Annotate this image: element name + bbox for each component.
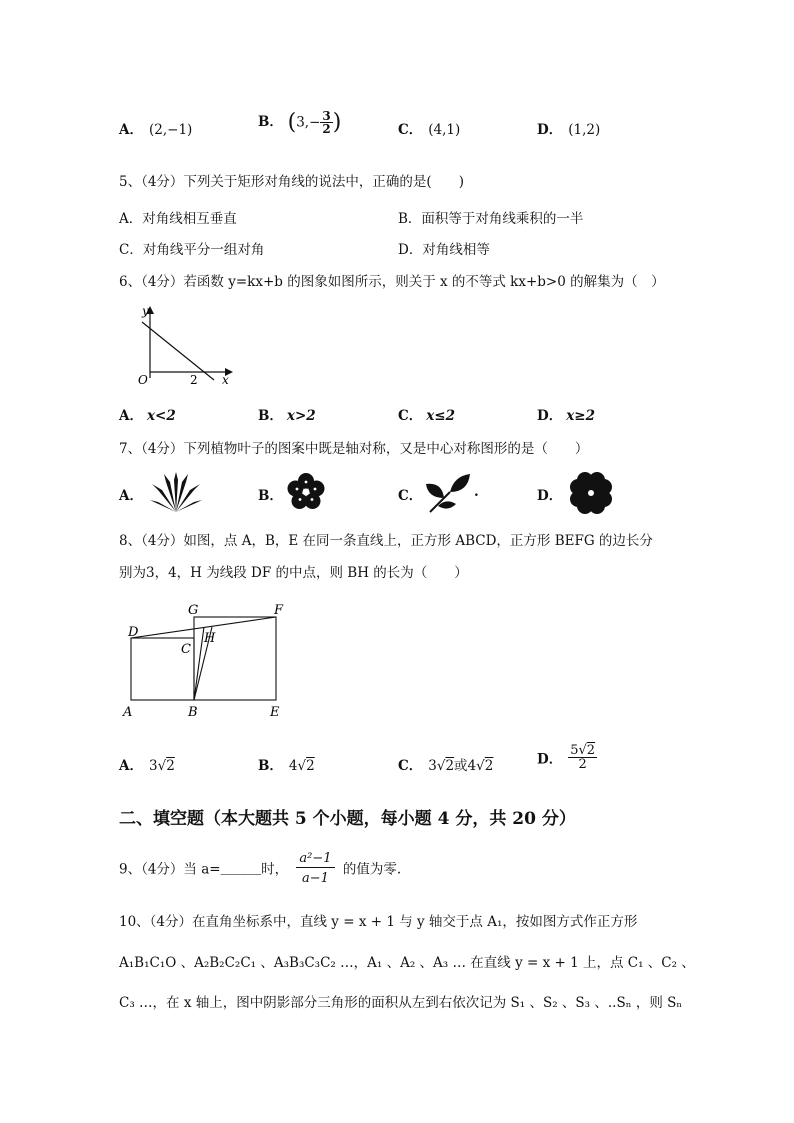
q7-stem: 7、（4分）下列植物叶子的图案中既是轴对称，又是中心对称图形的是（ ） xyxy=(119,441,589,457)
q8-option-a[interactable]: A． 3√2 xyxy=(119,758,175,774)
q9-stem: 9、（4分）当 a=______时， $\frac{\text{a²−1}}{a-1}$ 的值为零. xyxy=(119,851,402,886)
q8-stem-line1: 8、（4分）如图，点 A，B，E 在同一条直线上，正方形 ABCD，正方形 BEFG 的边长分 xyxy=(119,533,653,549)
label-c: C xyxy=(181,642,191,657)
q5-stem: 5、（4分）下列关于矩形对角线的说法中，正确的是( ) xyxy=(119,174,464,190)
q6-line-graph xyxy=(130,298,240,390)
q9-fraction: $\frac{\text{a²−1}}{a-1}$ xyxy=(296,850,334,885)
q5-option-a[interactable]: A．对角线相互垂直 xyxy=(119,211,237,227)
palm-leaf-icon xyxy=(150,470,202,514)
label-d: D xyxy=(128,625,139,640)
q6-option-d[interactable]: D． x≥2 xyxy=(537,408,595,424)
q7-option-d[interactable]: D． xyxy=(537,488,563,504)
q6-option-c[interactable]: C． x≤2 xyxy=(398,408,456,424)
q5-option-c[interactable]: C．对角线平分一组对角 xyxy=(119,242,265,258)
q8-stem-line2: 别为3，4，H 为线段 DF 的中点，则 BH 的长为（ ） xyxy=(119,565,468,581)
q8-option-d[interactable]: D． $\frac{5√2}{2}$ xyxy=(537,743,596,772)
label-f: F xyxy=(274,603,284,618)
q4-option-b[interactable]: B． (3,− $\frac{3}{2}$ ) xyxy=(258,109,342,136)
q7-option-a[interactable]: A． xyxy=(119,488,143,504)
q8-option-c[interactable]: C． 3√2或4√2 xyxy=(398,758,494,774)
q10-line1: 10、（4分）在直角坐标系中，直线 y = x + 1 与 y 轴交于点 A₁，按如图方式作正方形 xyxy=(119,914,638,930)
q4-option-a[interactable]: A． (2,−1) xyxy=(119,122,193,138)
q8-option-b[interactable]: B． 4√2 xyxy=(258,758,315,774)
label-g: G xyxy=(188,603,199,618)
section-2-title: 二、填空题（本大题共 5 个小题，每小题 4 分，共 20 分） xyxy=(119,809,576,829)
q5-option-b[interactable]: B．面积等于对角线乘积的一半 xyxy=(398,211,584,227)
q8-d-fraction: $\frac{5√2}{2}$ xyxy=(570,743,596,772)
q7-option-c[interactable]: C． xyxy=(398,488,423,504)
four-heart-petal-flower-icon xyxy=(566,470,616,516)
q7-option-c-dot: . xyxy=(474,484,479,500)
square-befg xyxy=(194,617,276,700)
q5-option-d[interactable]: D．对角线相等 xyxy=(398,242,490,258)
q4-option-d[interactable]: D． (1,2) xyxy=(537,122,601,138)
label-b: B xyxy=(188,705,198,720)
q4-option-c[interactable]: C． (4,1) xyxy=(398,122,461,138)
q9-blank[interactable]: ______ xyxy=(220,859,262,876)
label-e: E xyxy=(270,705,280,720)
q8-squares-figure xyxy=(118,600,298,722)
five-petal-flower-icon xyxy=(286,472,326,512)
q7-option-b[interactable]: B． xyxy=(258,488,283,504)
function-line xyxy=(142,322,214,380)
x-axis-label: x xyxy=(222,373,229,387)
q6-stem: 6、（4分）若函数 y=kx+b 的图象如图所示，则关于 x 的不等式 kx+b>0 的解集为（ ） xyxy=(119,274,665,290)
origin-label: O xyxy=(138,373,148,387)
q10-line3: C₃ …，在 x 轴上，图中阴影部分三角形的面积从左到右依次记为 S₁ 、S₂ 、S₃ 、..Sₙ ，则 Sₙ xyxy=(119,995,683,1011)
y-axis-label: y xyxy=(142,304,149,318)
q10-line2: A₁B₁C₁O 、A₂B₂C₂C₁ 、A₃B₃C₃C₂ …，A₁ 、A₂ 、A₃ … 在直线 y = x + 1 上，点 C₁ 、C₂ 、 xyxy=(119,955,695,971)
label-a: A xyxy=(123,705,133,720)
q4-b-fraction: $\frac{3}{2}$ xyxy=(322,109,331,136)
q6-option-a[interactable]: A． x<2 xyxy=(119,408,176,424)
label-h: H xyxy=(204,631,216,646)
twig-leaves-icon xyxy=(424,472,472,514)
q6-option-b[interactable]: B． x>2 xyxy=(258,408,316,424)
tick-label-2: 2 xyxy=(190,373,198,387)
